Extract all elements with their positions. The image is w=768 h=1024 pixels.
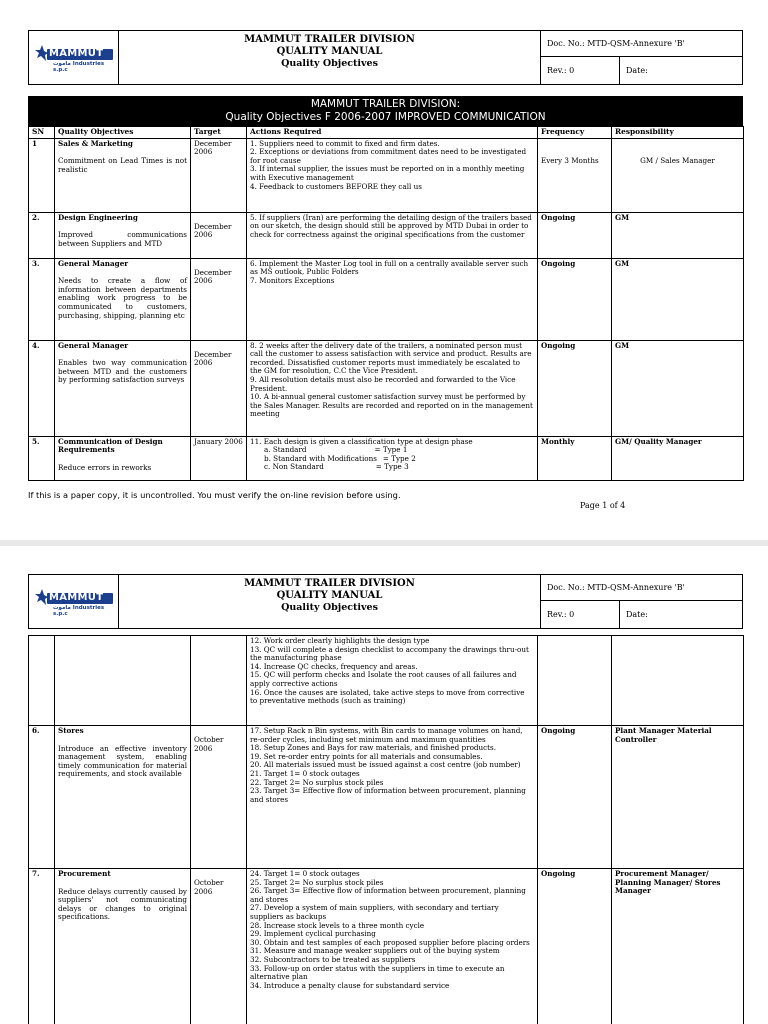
table-row — [29, 636, 744, 726]
row-sn: 2. — [29, 212, 55, 258]
company-logo — [29, 575, 119, 628]
row-frequency: Ongoing — [538, 726, 612, 869]
action-item: 7. Monitors Exceptions — [250, 275, 335, 285]
table-row — [29, 212, 744, 258]
revision: Rev.: 0 — [541, 57, 620, 84]
objective-heading: General Manager — [58, 258, 129, 268]
objective-description: Improved communications between Suppliers and MTD — [58, 230, 187, 248]
action-item: 2. Exceptions or deviations from commitment dates need to be investigated for root cause — [250, 147, 527, 165]
row-responsibility — [612, 636, 744, 726]
document-meta — [541, 575, 742, 628]
col-actions: Actions Required — [247, 127, 538, 139]
class-letter: a. — [264, 445, 273, 455]
class-letter: c. — [264, 462, 273, 472]
row-actions — [247, 212, 538, 258]
row-responsibility: Procurement Manager/ Planning Manager/ Stores Manager — [612, 869, 744, 1024]
action-item: 14. Increase QC checks, frequency and areas. — [250, 661, 418, 671]
action-item: 28. Increase stock levels to a three month cycle — [250, 920, 425, 930]
page-separator — [0, 540, 768, 546]
row-frequency: Ongoing — [538, 212, 612, 258]
objective-description: Needs to create a flow of information between departments enabling work progress to be communicated to customers, purchasing, shipping, planning etc — [58, 276, 187, 320]
class-name: Standard — [272, 445, 307, 455]
row-actions — [247, 138, 538, 212]
class-type: = Type 3 — [375, 462, 409, 472]
action-item: 11. Each design is given a classification type at design phase — [250, 436, 473, 446]
section-banner: MAMMUT TRAILER DIVISION: Quality Objectives F 2006-2007 IMPROVED COMMUNICATION — [28, 96, 743, 126]
objective-description: Enables two way communication between MTD and the customers by performing satisfaction surveys — [58, 358, 187, 385]
table-row — [29, 436, 744, 480]
objective-heading: Design Engineering — [58, 212, 138, 222]
date-field: Date: — [626, 610, 648, 619]
row-target: December 2006 — [191, 340, 247, 436]
objective-description: Reduce delays currently caused by suppliers' not communicating delays or changes to original specifications. — [58, 886, 187, 922]
table-row — [29, 340, 744, 436]
document-title: MAMMUT TRAILER DIVISION QUALITY MANUAL Quality Objectives — [119, 575, 541, 628]
row-target: December 2006 — [191, 138, 247, 212]
action-item: 13. QC will complete a design checklist to accompany the drawings thru-out the manufacturing phase — [250, 644, 529, 663]
objective-heading: Procurement — [58, 869, 111, 878]
action-item: 25. Target 2= No surplus stock piles — [250, 877, 384, 887]
document-meta — [541, 31, 742, 84]
row-target — [191, 636, 247, 726]
action-item: 24. Target 1= 0 stock outages — [250, 869, 360, 878]
col-responsibility: Responsibility — [612, 127, 744, 139]
objective-heading: Sales & Marketing — [58, 138, 133, 148]
action-item: 30. Obtain and test samples of each proposed supplier before placing orders — [250, 937, 530, 947]
action-item: 32. Subcontractors to be treated as suppliers — [250, 954, 416, 964]
row-actions — [247, 258, 538, 340]
row-objective — [55, 436, 191, 480]
table-row — [29, 869, 744, 1024]
class-name: Non Standard — [272, 462, 324, 472]
row-frequency: Every 3 Months — [538, 138, 612, 212]
row-responsibility: GM — [612, 212, 744, 258]
logo-subtext: ماموت Industries s.p.c — [53, 605, 105, 617]
doc-number: Doc. No.: MTD-QSM-Annexure 'B' — [541, 575, 742, 601]
document-title: MAMMUT TRAILER DIVISION QUALITY MANUAL Quality Objectives — [119, 31, 541, 84]
row-objective — [55, 212, 191, 258]
row-responsibility: GM — [612, 258, 744, 340]
row-objective — [55, 869, 191, 1024]
row-frequency: Ongoing — [538, 258, 612, 340]
col-sn: SN — [29, 127, 55, 139]
row-target: December 2006 — [191, 212, 247, 258]
class-name: Standard with Modifications — [273, 453, 377, 463]
col-objectives: Quality Objectives — [55, 127, 191, 139]
company-logo — [29, 31, 119, 84]
action-item: 18. Setup Zones and Bays for raw materials, and finished products. — [250, 743, 497, 753]
page-number: Page 1 of 4 — [580, 501, 626, 510]
action-item: 10. A bi-annual general customer satisfaction survey must be performed by the Sales Manager. Results are recorded and reported on in the management meeting — [250, 392, 533, 419]
action-item: 19. Set re-order entry points for all materials and consumables. — [250, 751, 483, 761]
class-type: = Type 2 — [382, 453, 416, 463]
page-header — [28, 30, 743, 85]
row-responsibility: GM/ Quality Manager — [612, 436, 744, 480]
objective-description: Commitment on Lead Times is not realistic — [58, 156, 187, 174]
uncontrolled-copy-note: If this is a paper copy, it is uncontrolled. You must verify the on-line revision before using. — [28, 490, 401, 500]
action-item: 27. Develop a system of main suppliers, with secondary and tertiary suppliers as backups — [250, 903, 499, 921]
action-item: 26. Target 3= Effective flow of information between procurement, planning and stores — [250, 886, 526, 904]
row-target: October 2006 — [191, 726, 247, 869]
col-target: Target — [191, 127, 247, 139]
row-responsibility: GM — [612, 340, 744, 436]
revision: Rev.: 0 — [541, 601, 620, 628]
row-objective — [55, 636, 191, 726]
row-objective — [55, 726, 191, 869]
row-actions — [247, 869, 538, 1024]
action-item: 12. Work order clearly highlights the design type — [250, 636, 430, 645]
classification-item — [250, 463, 534, 472]
row-sn: 1 — [29, 138, 55, 212]
action-item: 16. Once the causes are isolated, take active steps to move from corrective to preventative methods (such as training) — [250, 687, 525, 706]
row-frequency — [538, 636, 612, 726]
action-item: 1. Suppliers need to commit to fixed and firm dates. — [250, 138, 440, 148]
row-objective — [55, 258, 191, 340]
col-frequency: Frequency — [538, 127, 612, 139]
date-field: Date: — [626, 66, 648, 75]
action-item: 23. Target 3= Effective flow of information between procurement, planning and stores — [250, 786, 526, 804]
action-item: 15. QC will perform checks and Isolate the root causes of all failures and apply corrective actions — [250, 670, 517, 688]
row-sn: 6. — [29, 726, 55, 869]
action-item: 9. All resolution details must also be recorded and forwarded to the Vice President. — [250, 374, 516, 393]
logo-subtext: ماموت Industries s.p.c — [53, 61, 105, 73]
action-item: 33. Follow-up on order status with the suppliers in time to execute an alternative plan — [250, 963, 505, 982]
action-item: 20. All materials issued must be issued against a cost centre (job number) — [250, 760, 521, 770]
objective-description: Reduce errors in reworks — [58, 462, 152, 472]
row-responsibility: Plant Manager Material Controller — [612, 726, 744, 869]
row-frequency: Monthly — [538, 436, 612, 480]
logo-text: MAMMUT — [49, 592, 104, 603]
action-item: 17. Setup Rack n Bin systems, with Bin cards to manage volumes on hand, re-order cycles, including set minimum and maximum quantities — [250, 726, 523, 744]
table-row — [29, 258, 744, 340]
logo-text: MAMMUT — [49, 48, 104, 59]
action-item: 8. 2 weeks after the delivery date of the trailers, a nominated person must call the customer to assess satisfaction with service and product. Results are recorded. Dissatisfied customer reports must immediately be escalated to the GM for resolution, C.C the Vice President. — [250, 340, 532, 376]
row-sn — [29, 636, 55, 726]
row-sn: 5. — [29, 436, 55, 480]
action-item: 6. Implement the Master Log tool in full on a centrally available server such as MS outlook, Public Folders — [250, 258, 529, 277]
page-header — [28, 574, 743, 629]
row-sn: 3. — [29, 258, 55, 340]
row-objective — [55, 340, 191, 436]
objective-heading: Stores — [58, 726, 84, 735]
row-responsibility: GM / Sales Manager — [612, 138, 744, 212]
document-page-2 — [0, 548, 768, 1024]
row-actions — [247, 340, 538, 436]
row-sn: 7. — [29, 869, 55, 1024]
objectives-table — [28, 126, 744, 481]
action-item: 4. Feedback to customers BEFORE they call us — [250, 181, 422, 191]
row-frequency: Ongoing — [538, 869, 612, 1024]
objectives-table-continued — [28, 635, 744, 1024]
action-item: 22. Target 2= No surplus stock piles — [250, 777, 384, 787]
row-actions — [247, 726, 538, 869]
action-item: 3. If internal supplier, the issues must be reported on in a monthly meeting with Executive management — [250, 164, 525, 182]
row-objective — [55, 138, 191, 212]
doc-number: Doc. No.: MTD-QSM-Annexure 'B' — [541, 31, 742, 57]
row-frequency: Ongoing — [538, 340, 612, 436]
table-row — [29, 726, 744, 869]
objective-description: Introduce an effective inventory management system, enabling timely communication for material requirements, and stock available — [58, 743, 187, 779]
row-target: October 2006 — [191, 869, 247, 1024]
row-target: January 2006 — [191, 436, 247, 480]
action-item: 21. Target 1= 0 stock outages — [250, 768, 360, 778]
table-header-row — [29, 127, 744, 139]
row-target: December 2006 — [191, 258, 247, 340]
action-item: 34. Introduce a penalty clause for substandard service — [250, 980, 450, 990]
row-actions — [247, 636, 538, 726]
class-type: = Type 1 — [374, 445, 408, 455]
objective-heading: Communication of Design Requirements — [58, 436, 163, 455]
row-sn: 4. — [29, 340, 55, 436]
table-row — [29, 138, 744, 212]
action-item: 5. If suppliers (Iran) are performing the detailing design of the trailers based on our sketch, the design should still be approved by MTD Dubai in order to check for correctness against the original specifications from the customer — [250, 212, 532, 239]
row-actions — [247, 436, 538, 480]
objective-heading: General Manager — [58, 340, 129, 350]
action-item: 29. Implement cyclical purchasing — [250, 929, 376, 939]
action-item: 31. Measure and manage weaker suppliers out of the buying system — [250, 946, 500, 956]
class-letter: b. — [264, 453, 274, 463]
